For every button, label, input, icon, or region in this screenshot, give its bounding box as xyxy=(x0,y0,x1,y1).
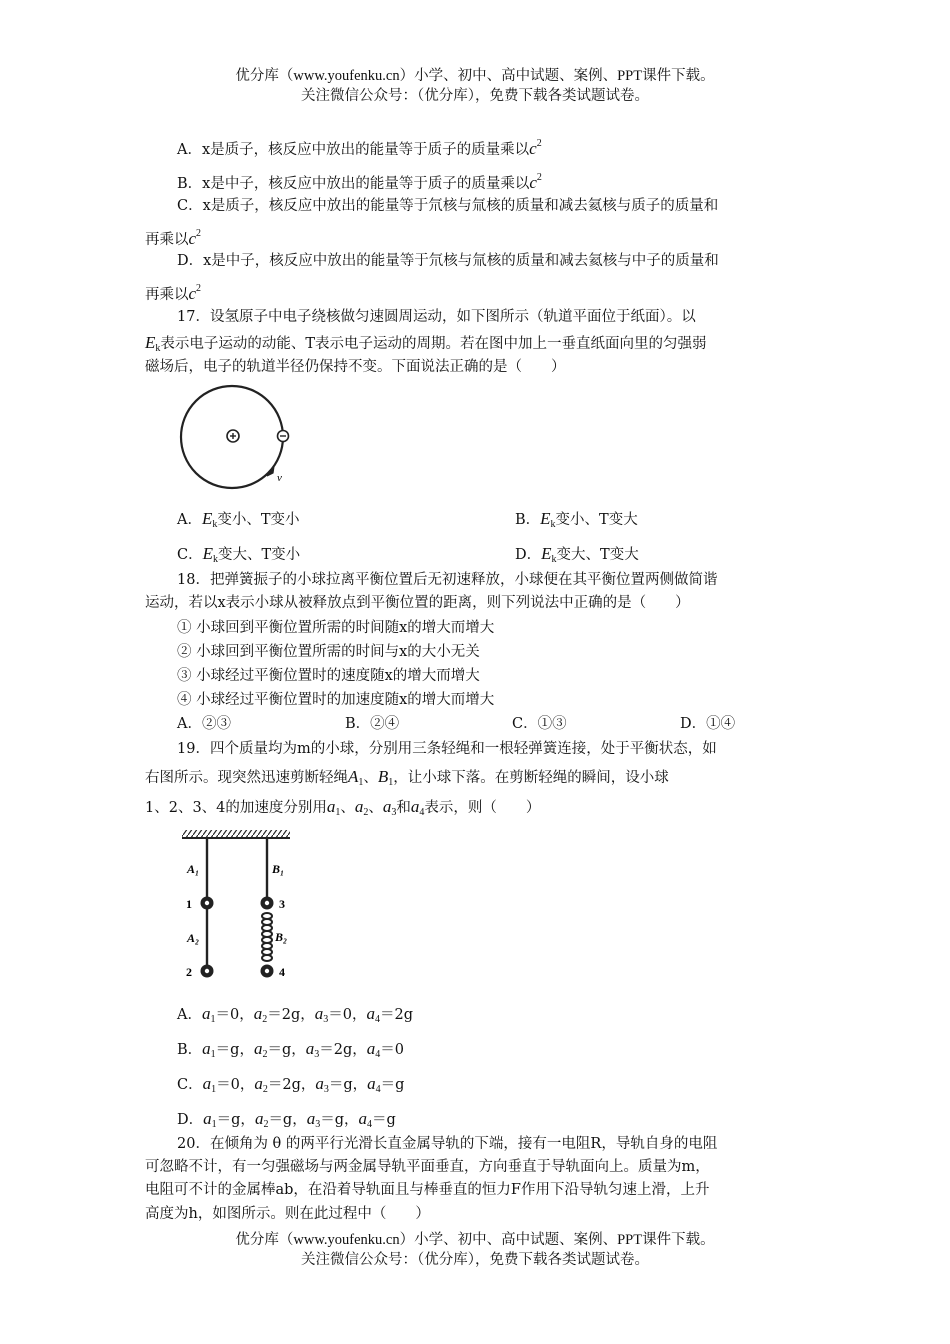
label-a1: A₁ xyxy=(187,862,200,876)
q18-statement-1: ① 小球回到平衡位置所需的时间随x的增大而增大 xyxy=(177,620,495,636)
spring-balls-figure xyxy=(178,828,308,984)
header-line-2: 关注微信公众号：（优分库），免费下载各类试题试卷。 xyxy=(301,88,649,104)
q20-stem-line2: 可忽略不计，有一匀强磁场与两金属导轨平面垂直，方向垂直于导轨面向上。质量为m， xyxy=(145,1159,710,1175)
c-squared: $c^2$ xyxy=(529,138,542,158)
q17-stem-line3: 磁场后，电子的轨道半径仍保持不变。下面说法正确的是（ ） xyxy=(145,359,566,375)
q16-option-c-line2: 再乘以$c^2$ xyxy=(145,228,202,248)
q18-stem-line1: 18．把弹簧振子的小球拉离平衡位置后无初速释放，小球便在其平衡位置两侧做简谐 xyxy=(177,572,718,588)
q19-option-c: C．$a_1=0$，$a_2=2g$，$a_3=g$，$a_4=g$ xyxy=(177,1074,405,1095)
q16-option-d-line2: 再乘以$c^2$ xyxy=(145,283,202,303)
label-b2: B₂ xyxy=(275,930,288,944)
ball-3 xyxy=(261,897,274,910)
q18-option-b: B．②④ xyxy=(345,716,400,732)
q18-option-d: D．①④ xyxy=(680,716,736,732)
q19-option-d: D．$a_1=g$，$a_2=g$，$a_3=g$，$a_4=g$ xyxy=(177,1109,396,1130)
q16-option-a: A．x是质子，核反应中放出的能量等于质子的质量乘以$c^2$ xyxy=(177,138,542,158)
label-ball-2: 2 xyxy=(186,965,192,979)
q16-option-d-line1: D．x是中子，核反应中放出的能量等于氘核与氚核的质量和减去氦核与中子的质量和 xyxy=(177,253,719,269)
q18-option-a: A．②③ xyxy=(177,716,231,732)
q17-option-d: D．$E_k$变大、T变大 xyxy=(515,544,639,565)
label-a2: A₂ xyxy=(187,931,200,945)
c-squared: $c^2$ xyxy=(529,172,542,192)
q17-stem-line1: 17．设氢原子中电子绕核做匀速圆周运动，如下图所示（轨道平面位于纸面）。以 xyxy=(177,309,696,325)
q19-stem-line3: 1、2、3、4的加速度分别用$a_1$、$a_2$、$a_3$和$a_4$表示，则（ ） xyxy=(145,797,541,818)
q19-option-b: B．$a_1=g$，$a_2=g$，$a_3=2g$，$a_4=0$ xyxy=(177,1039,404,1060)
q18-stem-line2: 运动，若以x表示小球从被释放点到平衡位置的距离，则下列说法中正确的是（ ） xyxy=(145,595,690,611)
q18-statement-3: ③ 小球经过平衡位置时的速度随x的增大而增大 xyxy=(177,668,480,684)
page-header xyxy=(0,66,950,106)
q18-statement-4: ④ 小球经过平衡位置时的加速度随x的增大而增大 xyxy=(177,692,495,708)
label-ball-3: 3 xyxy=(279,897,285,911)
footer-line-2: 关注微信公众号：（优分库），免费下载各类试题试卷。 xyxy=(301,1252,649,1268)
header-line-1: 优分库（www.youfenku.cn）小学、初中、高中试题、案例、PPT课件下载。 xyxy=(235,68,715,84)
q17-option-c: C．$E_k$变大、T变小 xyxy=(177,544,301,565)
q16-option-b: B．x是中子，核反应中放出的能量等于质子的质量乘以$c^2$ xyxy=(177,172,542,192)
velocity-label: v xyxy=(277,472,282,484)
q19-stem-line2: 右图所示。现突然迅速剪断轻绳$A_1$、$B_1$，让小球下落。在剪断轻绳的瞬间，设小球 xyxy=(145,767,669,788)
label-ball-4: 4 xyxy=(279,965,285,979)
q16-option-c-line1: C．x是质子，核反应中放出的能量等于氘核与氚核的质量和减去氦核与质子的质量和 xyxy=(177,198,719,214)
ek-symbol: $E_k$ xyxy=(145,333,161,354)
q19-option-a: A．$a_1=0$，$a_2=2g$，$a_3=0$，$a_4=2g$ xyxy=(177,1004,413,1025)
footer-line-1: 优分库（www.youfenku.cn）小学、初中、高中试题、案例、PPT课件下载。 xyxy=(235,1232,715,1248)
q18-statement-2: ② 小球回到平衡位置所需的时间与x的大小无关 xyxy=(177,644,480,660)
spring-b2 xyxy=(262,913,272,961)
q20-stem-line1: 20．在倾角为 θ 的两平行光滑长直金属导轨的下端，接有一电阻R，导轨自身的电阻 xyxy=(177,1136,718,1152)
ball-1 xyxy=(201,897,214,910)
q19-stem-line1: 19．四个质量均为m的小球，分别用三条轻绳和一根轻弹簧连接，处于平衡状态，如 xyxy=(177,741,717,757)
q18-option-c: C．①③ xyxy=(512,716,567,732)
c-squared: $c^2$ xyxy=(188,228,202,248)
q17-option-a: A．$E_k$变小、T变小 xyxy=(177,509,300,530)
label-ball-1: 1 xyxy=(186,897,192,911)
page-footer xyxy=(0,1230,950,1270)
q17-option-b: B．$E_k$变小、T变大 xyxy=(515,509,638,530)
label-b1: B₁ xyxy=(272,862,285,876)
ceiling-icon xyxy=(182,830,290,837)
q17-stem-line2: $E_k$表示电子运动的动能、T表示电子运动的周期。若在图中加上一垂直纸面向里的匀强弱 xyxy=(145,333,707,354)
c-squared: $c^2$ xyxy=(188,283,202,303)
ball-2 xyxy=(201,965,214,978)
ball-4 xyxy=(261,965,274,978)
q20-stem-line3: 电阻可不计的金属棒ab，在沿着导轨面且与棒垂直的恒力F作用下沿导轨匀速上滑，上升 xyxy=(145,1182,710,1198)
q20-stem-line4: 高度为h，如图所示。则在此过程中（ ） xyxy=(145,1206,430,1222)
velocity-arrow-icon xyxy=(267,466,274,476)
hydrogen-orbit-figure xyxy=(170,380,300,500)
